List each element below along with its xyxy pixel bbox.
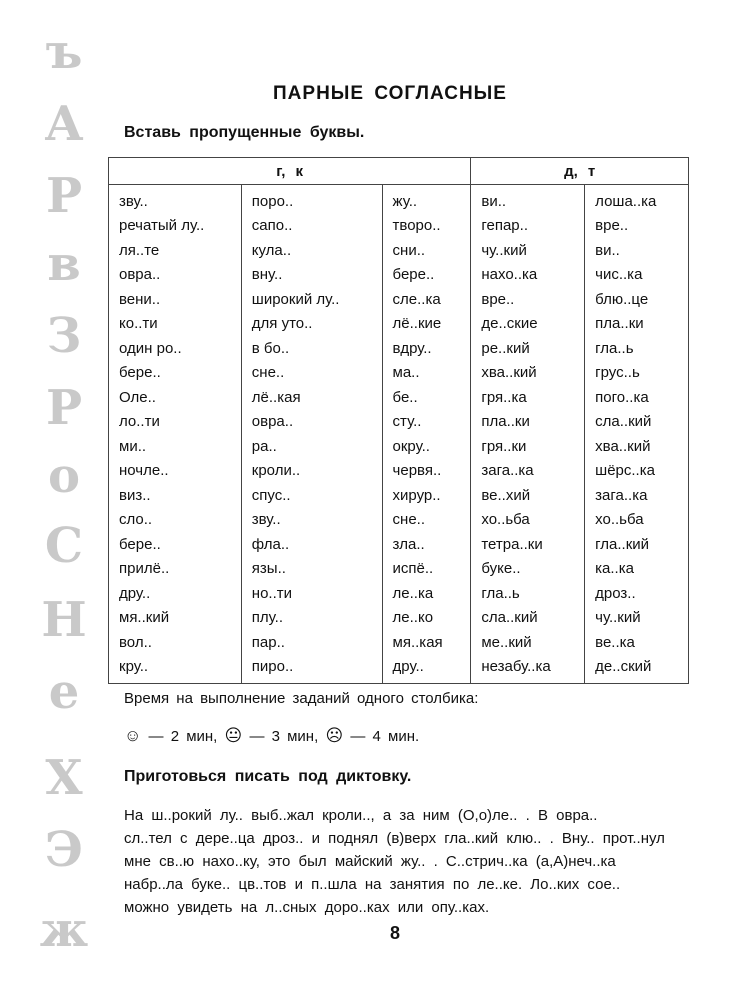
table-cell: дроз.. <box>585 581 689 606</box>
paired-consonants-table <box>108 157 689 684</box>
table-cell: зву.. <box>241 508 382 533</box>
timing-text: — 2 мин, <box>148 728 218 745</box>
table-cell: сту.. <box>382 410 471 435</box>
decorative-letter: Х <box>45 750 83 806</box>
table-row <box>109 557 689 582</box>
table-cell: овра.. <box>109 263 242 288</box>
table-cell: сло.. <box>109 508 242 533</box>
header-d-t: д, т <box>471 158 689 185</box>
table-cell: один ро.. <box>109 336 242 361</box>
timing-text: — 3 мин, <box>249 728 319 745</box>
decorative-letter: А <box>44 96 84 152</box>
table-cell: хирур.. <box>382 483 471 508</box>
table-cell: в бо.. <box>241 336 382 361</box>
table-cell: бере.. <box>109 361 242 386</box>
decorative-letter: е <box>48 664 80 720</box>
table-cell: де..ский <box>585 655 689 684</box>
sad-face-icon: ☹ <box>325 726 344 745</box>
table-row <box>109 185 689 214</box>
timing-text: — 4 мин. <box>350 728 420 745</box>
table-cell: гла..кий <box>585 532 689 557</box>
happy-face-icon: ☺ <box>124 726 142 745</box>
table-row <box>109 434 689 459</box>
table-cell: мя..кая <box>382 630 471 655</box>
table-cell: сла..кий <box>585 410 689 435</box>
table-cell: гла..ь <box>585 336 689 361</box>
table-row <box>109 655 689 684</box>
table-cell: для уто.. <box>241 312 382 337</box>
table-cell: лоша..ка <box>585 185 689 214</box>
decorative-letter: З <box>46 308 82 364</box>
dictation-line: мне св..ю нахо..ку, это был майский жу.. . С..стрич..ка (а,А)неч..ка <box>124 853 616 870</box>
table-cell: вол.. <box>109 630 242 655</box>
table-cell: Оле.. <box>109 385 242 410</box>
header-g-k: г, к <box>109 158 471 185</box>
table-cell: чу..кий <box>585 606 689 631</box>
table-cell: чу..кий <box>471 238 585 263</box>
decorative-letter: Р <box>45 380 83 436</box>
table-cell: окру.. <box>382 434 471 459</box>
table-cell: вре.. <box>585 214 689 239</box>
table-cell: лё..кая <box>241 385 382 410</box>
table-cell: хо..ьба <box>471 508 585 533</box>
table-cell: незабу..ка <box>471 655 585 684</box>
table-row <box>109 287 689 312</box>
table-cell: дру.. <box>382 655 471 684</box>
dictation-line: сл..тел с дере..ца дроз.. и поднял (в)верх гла..кий клю.. . Вну.. прот..нул <box>124 830 665 847</box>
table-row <box>109 630 689 655</box>
table-cell: ля..те <box>109 238 242 263</box>
table-cell: речатый лу.. <box>109 214 242 239</box>
table-cell: кру.. <box>109 655 242 684</box>
table-row <box>109 238 689 263</box>
table-cell: кроли.. <box>241 459 382 484</box>
table-cell: хва..кий <box>471 361 585 386</box>
table-cell: сне.. <box>382 508 471 533</box>
decorative-letter: ж <box>39 902 89 958</box>
table-row <box>109 483 689 508</box>
table-header-row <box>109 158 689 185</box>
table-cell: лё..кие <box>382 312 471 337</box>
table-cell: ве..ка <box>585 630 689 655</box>
task-heading-fill-letters: Вставь пропущенные буквы. <box>124 124 365 141</box>
dictation-line: На ш..рокий лу.. выб..жал кроли.., а за ним (О,о)ле.. . В овра.. <box>124 807 598 824</box>
table-cell: хо..ьба <box>585 508 689 533</box>
table-cell: поро.. <box>241 185 382 214</box>
table-row <box>109 532 689 557</box>
table-cell: овра.. <box>241 410 382 435</box>
table-cell: грус..ь <box>585 361 689 386</box>
table-cell: бе.. <box>382 385 471 410</box>
table-row <box>109 410 689 435</box>
table-cell: вдру.. <box>382 336 471 361</box>
neutral-face-icon: 😐 <box>224 726 243 745</box>
table-cell: тетра..ки <box>471 532 585 557</box>
table-cell: нахо..ка <box>471 263 585 288</box>
table-body <box>109 185 689 684</box>
table-cell: ми.. <box>109 434 242 459</box>
table-cell: сапо.. <box>241 214 382 239</box>
table-cell: ме..кий <box>471 630 585 655</box>
table-cell: хва..кий <box>585 434 689 459</box>
table-cell: ви.. <box>471 185 585 214</box>
table-cell: ночле.. <box>109 459 242 484</box>
decorative-letter: о <box>47 448 80 504</box>
table-cell: прилё.. <box>109 557 242 582</box>
table-cell: зву.. <box>109 185 242 214</box>
table-cell: ка..ка <box>585 557 689 582</box>
decorative-letter: Р <box>45 168 83 224</box>
time-note: Время на выполнение заданий одного столбика: <box>124 690 479 707</box>
table-cell: но..ти <box>241 581 382 606</box>
table-cell: буке.. <box>471 557 585 582</box>
table-cell: пого..ка <box>585 385 689 410</box>
table-cell: творо.. <box>382 214 471 239</box>
decorative-letter: Н <box>41 592 87 648</box>
table-row <box>109 361 689 386</box>
table-cell: шёрс..ка <box>585 459 689 484</box>
decorative-letter: в <box>47 236 81 292</box>
table-cell: де..ские <box>471 312 585 337</box>
table-cell: пла..ки <box>471 410 585 435</box>
dictation-line: можно увидеть на л..сных доро..ках или опу..ках. <box>124 899 490 916</box>
page-number: 8 <box>389 923 400 943</box>
table-cell: гла..ь <box>471 581 585 606</box>
table-cell: язы.. <box>241 557 382 582</box>
table-cell: жу.. <box>382 185 471 214</box>
table-cell: спус.. <box>241 483 382 508</box>
table-row <box>109 336 689 361</box>
table-cell: ра.. <box>241 434 382 459</box>
table-row <box>109 312 689 337</box>
table-row <box>109 385 689 410</box>
table-row <box>109 459 689 484</box>
table-cell: ре..кий <box>471 336 585 361</box>
timing-scale <box>124 726 419 746</box>
page-title: ПАРНЫЕ СОГЛАСНЫЕ <box>273 83 507 104</box>
table-cell: ви.. <box>585 238 689 263</box>
table-cell: ле..ко <box>382 606 471 631</box>
table-cell: пар.. <box>241 630 382 655</box>
table-cell: испё.. <box>382 557 471 582</box>
table-cell: пла..ки <box>585 312 689 337</box>
table-cell: сне.. <box>241 361 382 386</box>
table-cell: сла..кий <box>471 606 585 631</box>
table-cell: вре.. <box>471 287 585 312</box>
decorative-letter: С <box>44 518 84 574</box>
table-cell: зла.. <box>382 532 471 557</box>
table-cell: ле..ка <box>382 581 471 606</box>
table-cell: мя..кий <box>109 606 242 631</box>
table-cell: плу.. <box>241 606 382 631</box>
table-cell: гря..ка <box>471 385 585 410</box>
table-cell: широкий лу.. <box>241 287 382 312</box>
table-cell: сле..ка <box>382 287 471 312</box>
table-cell: дру.. <box>109 581 242 606</box>
table-row <box>109 581 689 606</box>
table-cell: бере.. <box>382 263 471 288</box>
table-cell: гепар.. <box>471 214 585 239</box>
table-cell: чис..ка <box>585 263 689 288</box>
table-cell: ко..ти <box>109 312 242 337</box>
table-cell: гря..ки <box>471 434 585 459</box>
table-cell: зага..ка <box>471 459 585 484</box>
table-cell: ма.. <box>382 361 471 386</box>
dictation-line: набр..ла буке.. цв..тов и п..шла на занятия по ле..ке. Ло..ких сое.. <box>124 876 621 893</box>
table-cell: зага..ка <box>585 483 689 508</box>
table-row <box>109 263 689 288</box>
table-cell: виз.. <box>109 483 242 508</box>
table-cell: вну.. <box>241 263 382 288</box>
table-cell: червя.. <box>382 459 471 484</box>
table-row <box>109 606 689 631</box>
table-cell: фла.. <box>241 532 382 557</box>
table-cell: блю..це <box>585 287 689 312</box>
decorative-letter: ъ <box>45 24 83 80</box>
table-cell: ло..ти <box>109 410 242 435</box>
table-cell: кула.. <box>241 238 382 263</box>
decorative-letter: Э <box>44 822 84 878</box>
table-cell: пиро.. <box>241 655 382 684</box>
task-heading-dictation: Приготовься писать под диктовку. <box>124 768 412 785</box>
table-cell: ве..хий <box>471 483 585 508</box>
table-cell: сни.. <box>382 238 471 263</box>
table-cell: бере.. <box>109 532 242 557</box>
table-row <box>109 508 689 533</box>
table-row <box>109 214 689 239</box>
table-cell: вени.. <box>109 287 242 312</box>
dictation-text <box>124 804 704 919</box>
